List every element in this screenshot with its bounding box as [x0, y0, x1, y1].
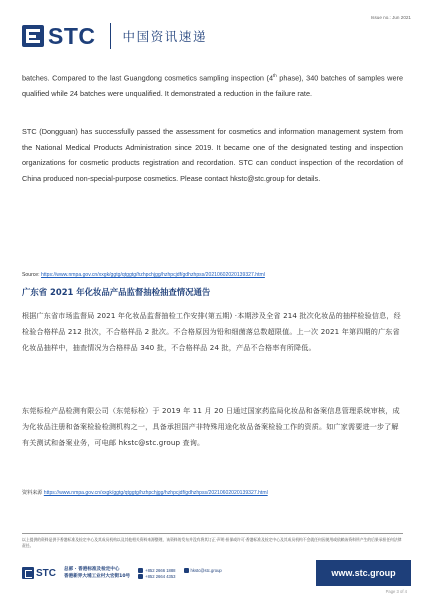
- footer-phone: [138, 568, 175, 573]
- phone-icon: [138, 568, 143, 573]
- english-source-link[interactable]: https://www.nmpa.gov.cn/xxgk/ggtg/qtggtg/hzhpchjgg/hzhpcjdf/gdhzhpss/20210602020139327.html: [40, 272, 265, 278]
- footer-email-text: hkstc@stc.group: [190, 567, 222, 573]
- footer-address: [64, 566, 130, 580]
- page-number: Page 3 of 4: [385, 589, 407, 594]
- stc-logo: [22, 23, 96, 50]
- footer-fax: [138, 574, 175, 579]
- footer-fax-text: +852 2664 4353: [145, 573, 176, 579]
- footer-website[interactable]: www.stc.group: [316, 560, 411, 586]
- chinese-paragraph-1: 根据广东省市场监督局 2021 年化妆品监督抽检工作安排(第五期) ·本期涉及全省 214 批次化妆品的抽样检验信息，经检验合格样品 212 批次，不合格样品 2 批次。不合格原因为铅和细菌落总数超限值。上一次 2021 年第四期的广东省化妆品抽样中，抽查情况为合格样品 340 批，不合格样品 24 批，产品不合格率有所降低。: [22, 311, 401, 352]
- english-source-label: Source:: [22, 272, 41, 278]
- stc-logo-mark-icon: [22, 25, 44, 47]
- footer-address-line-1: 总部 · 香港标准及检定中心: [64, 567, 120, 572]
- footer-logo: [22, 567, 56, 579]
- footer-contact: [138, 568, 222, 579]
- disclaimer: 以上提供的资料是供予香港标准及检定中心及其成员机构以及其他相关资料来源整理，该资料的发布并没有将其订正·声明·担保或许可·香港标准及检定中心及其成员机构不会就任何因使用或依赖该资料所产生的后果承担任何法律责任。: [22, 533, 403, 549]
- english-source: [22, 272, 411, 279]
- english-paragraph-1: batches. Compared to the last Guangdong cosmetics sampling inspection (4th phase), 340 batches of samples were qualified while 24 batches were unqualified. It demonstrated a reduction in the failure rate.: [22, 73, 403, 99]
- logo-text: STC: [48, 22, 96, 49]
- chinese-source: [22, 489, 411, 496]
- footer-address-line-2: 香港新界大埔工业村大宏街10号: [64, 574, 131, 579]
- page-header: [22, 18, 403, 54]
- header-divider: [110, 23, 111, 49]
- issue-number: Issue no.: Jun 2021: [370, 15, 411, 20]
- chinese-paragraph-2: 东莞标检产品检测有限公司（东莞标检）于 2019 年 11 月 20 日通过国家药监局化妆品和备案信息管理系统审核，成为化妆品注册和备案检验检测机构之一，具备承担国产非特殊用途化妆品备案检验工作的资质。如广家需要进一步了解有关测试和备案业务，可电邮 hkstc@stc.group 查询。: [22, 406, 400, 447]
- email-icon: [184, 568, 189, 573]
- chinese-section-title: 广东省 2021 年化妆品产品监督抽检抽查情况通告: [22, 287, 211, 297]
- chinese-source-link[interactable]: https://www.nmpa.gov.cn/xxgk/ggtg/qtggtg/hzhpchjgg/hzhpcjdf/gdhzhpss/20210602020139327.html: [43, 490, 268, 496]
- footer-email[interactable]: [184, 568, 222, 573]
- english-paragraph-2: STC (Dongguan) has successfully passed the assessment for cosmetics and information management system from the National Medical Products Administration since 2019. It became one of the designated testing and inspection organizations for cosmetic products registration and recordation. STC can conduct inspection of the recordation of China produced non-special-purpose cosmetics. Please contact hkstc@stc.group for details.: [22, 127, 403, 184]
- fax-icon: [138, 574, 143, 579]
- footer-logo-mark-icon: [22, 567, 34, 579]
- footer-logo-text: STC: [36, 567, 56, 579]
- page-footer: [22, 560, 411, 586]
- footer-phone-text: +852 2666 1888: [145, 567, 176, 573]
- chinese-source-label: 资料来源: [22, 490, 44, 496]
- header-title: 中国资讯速递: [122, 29, 208, 44]
